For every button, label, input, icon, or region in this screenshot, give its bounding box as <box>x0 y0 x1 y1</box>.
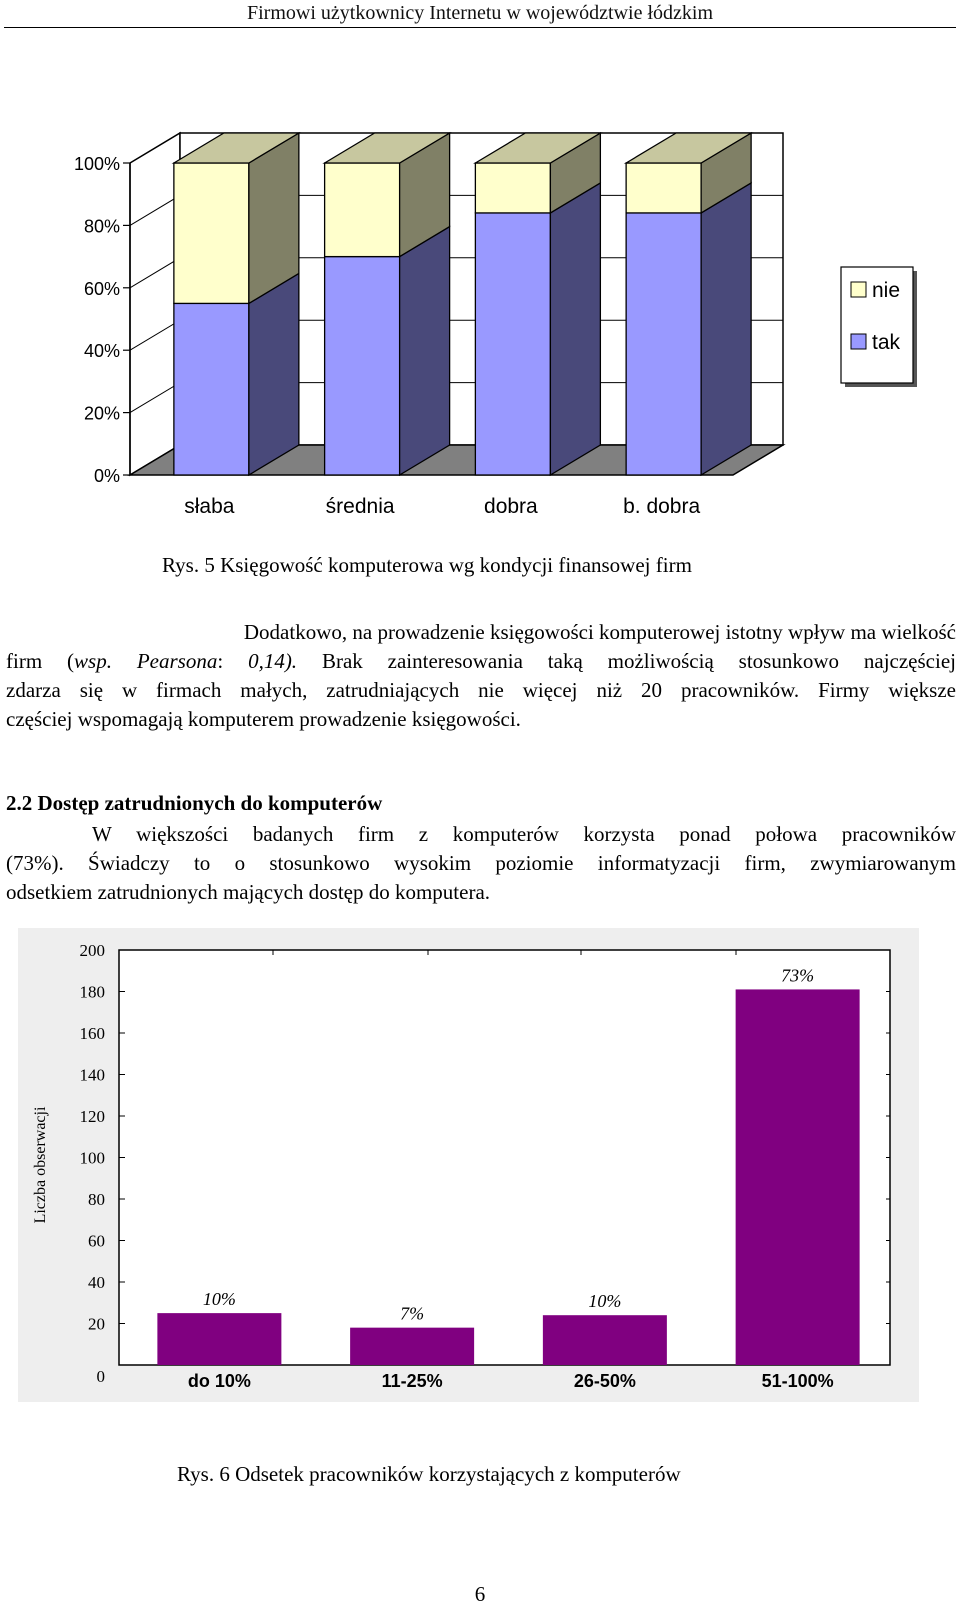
bar-segment-nie <box>174 163 249 303</box>
paragraph-2-line-1: W większości badanych firm z komputerów korzysta ponad połowa pracowników <box>92 822 956 846</box>
bar <box>157 1313 281 1365</box>
paragraph-1-line-2b: : <box>217 649 249 673</box>
y-tick-label: 100 <box>79 1148 105 1168</box>
bar-segment-tak <box>475 213 550 475</box>
x-category-label: 11-25% <box>381 1371 443 1391</box>
paragraph-1-line-3: zdarza się w firmach małych, zatrudniających nie więcej niż 20 pracowników. Firmy większe <box>6 678 956 702</box>
y-tick-label: 60 <box>88 1231 105 1251</box>
header-rule <box>4 27 956 28</box>
y-tick-label: 0% <box>93 466 120 486</box>
bar-segment-nie <box>325 163 400 257</box>
figure-5-caption: Rys. 5 Księgowość komputerowa wg kondycji finansowej firm <box>162 553 692 577</box>
employees-bar-chart <box>0 920 960 1420</box>
section-heading: 2.2 Dostęp zatrudnionych do komputerów <box>6 791 383 815</box>
paragraph-1-line-2a: firm ( <box>6 649 75 673</box>
stacked-3d-bar-chart <box>0 30 960 550</box>
paragraph-1 <box>6 618 956 734</box>
bar-side-tak <box>550 183 600 475</box>
data-label: 7% <box>400 1303 425 1324</box>
legend-swatch-nie <box>851 282 866 297</box>
y-tick-label: 100% <box>73 154 120 174</box>
paragraph-2-line-2: (73%). Świadczy to o stosunkowo wysokim poziomie informatyzacji firm, zwymiarowanym <box>6 851 956 875</box>
bar <box>543 1315 667 1365</box>
pearson-value: 0,14). <box>248 649 298 673</box>
bar <box>736 989 860 1365</box>
data-label: 10% <box>202 1289 236 1310</box>
x-category-label: średnia <box>325 495 395 518</box>
paragraph-2-line-3: odsetkiem zatrudnionych mających dostęp do komputera. <box>6 880 491 904</box>
y-tick-label: 200 <box>79 941 105 960</box>
data-label: 10% <box>588 1291 622 1312</box>
legend-label-nie: nie <box>872 279 901 302</box>
legend-swatch-tak <box>851 334 866 349</box>
paragraph-1-line-2c: Brak zainteresowania taką możliwością stosunkowo najczęściej <box>297 649 956 673</box>
data-label: 73% <box>781 965 815 986</box>
paragraph-1-line-1: Dodatkowo, na prowadzenie księgowości komputerowej istotny wpływ ma wielkość <box>243 620 956 644</box>
bar-side-tak <box>249 273 299 475</box>
paragraph-1-line-4: częściej wspomagają komputerem prowadzenie księgowości. <box>6 707 521 731</box>
y-tick-label: 0 <box>96 1367 105 1386</box>
y-tick-label: 40 <box>88 1273 105 1292</box>
y-tick-label: 120 <box>79 1107 105 1126</box>
bar-segment-nie <box>475 163 550 213</box>
y-tick-label: 20 <box>88 1314 105 1334</box>
bar-segment-tak <box>174 303 249 475</box>
pearson-label: wsp. Pearsona <box>74 649 218 673</box>
x-category-label: słaba <box>184 495 235 518</box>
y-tick-label: 180 <box>79 982 105 1002</box>
x-category-label: 26-50% <box>573 1371 636 1391</box>
figure-6-caption: Rys. 6 Odsetek pracowników korzystających z komputerów <box>177 1462 681 1486</box>
bar-segment-tak <box>626 213 701 475</box>
bar-side-tak <box>400 227 450 475</box>
y-tick-label: 60% <box>83 278 120 299</box>
bar-segment-tak <box>325 257 400 475</box>
y-axis-title: Liczba obserwacji <box>32 1106 49 1224</box>
y-tick-label: 140 <box>79 1065 105 1085</box>
y-tick-label: 160 <box>79 1024 105 1043</box>
bar <box>350 1328 474 1365</box>
y-tick-label: 80 <box>88 1190 105 1209</box>
y-tick-label: 20% <box>83 403 120 424</box>
y-tick-label: 40% <box>83 341 120 362</box>
y-tick-label: 80% <box>83 216 120 237</box>
paragraph-2 <box>6 820 956 907</box>
x-category-label: 51-100% <box>761 1371 834 1391</box>
running-header: Firmowi użytkownicy Internetu w województwie łódzkim <box>246 2 713 24</box>
legend-label-tak: tak <box>872 331 901 354</box>
bar-side-tak <box>701 183 751 475</box>
x-category-label: b. dobra <box>623 495 701 518</box>
x-category-label: dobra <box>484 495 538 518</box>
side-wall <box>130 133 180 475</box>
x-category-label: do 10% <box>187 1371 251 1391</box>
page-number: 6 <box>474 1582 486 1606</box>
bar-segment-nie <box>626 163 701 213</box>
